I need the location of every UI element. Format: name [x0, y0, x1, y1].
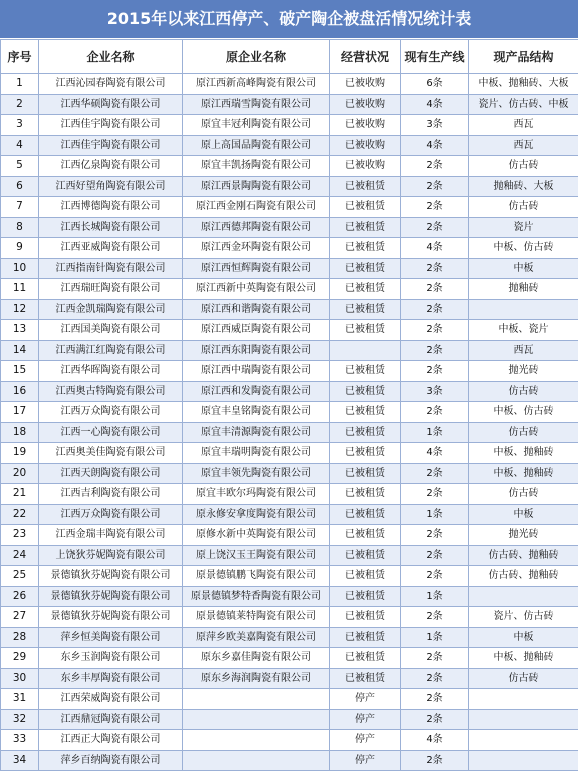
- cell-products: 西瓦: [469, 340, 578, 361]
- table-row: [1, 176, 578, 197]
- cell-products: 仿古砖: [469, 156, 578, 177]
- cell-former-company: 原上高国品陶瓷有限公司: [183, 135, 330, 156]
- cell-company: 江西万众陶瓷有限公司: [39, 402, 183, 423]
- cell-former-company: 原修水新中英陶瓷有限公司: [183, 525, 330, 546]
- cell-lines: 2条: [401, 668, 469, 689]
- cell-status: 已被租赁: [330, 463, 401, 484]
- table-row: [1, 422, 578, 443]
- cell-index: 28: [1, 627, 39, 648]
- table-row: [1, 361, 578, 382]
- cell-former-company: 原江西金刚石陶瓷有限公司: [183, 197, 330, 218]
- cell-company: 江西博德陶瓷有限公司: [39, 197, 183, 218]
- cell-former-company: 原宜丰清源陶瓷有限公司: [183, 422, 330, 443]
- table-row: [1, 402, 578, 423]
- cell-company: 江西长城陶瓷有限公司: [39, 217, 183, 238]
- cell-index: 18: [1, 422, 39, 443]
- cell-lines: 3条: [401, 381, 469, 402]
- cell-status: 停产: [330, 730, 401, 751]
- cell-former-company: 原江西威臣陶瓷有限公司: [183, 320, 330, 341]
- cell-company: 江西好望角陶瓷有限公司: [39, 176, 183, 197]
- cell-status: 已被租赁: [330, 197, 401, 218]
- cell-company: 江西万众陶瓷有限公司: [39, 504, 183, 525]
- table-row: [1, 115, 578, 136]
- cell-former-company: [183, 689, 330, 710]
- cell-company: 东乡丰厚陶瓷有限公司: [39, 668, 183, 689]
- col-header-index: 序号: [1, 40, 39, 74]
- cell-former-company: 原江西瑞雪陶瓷有限公司: [183, 94, 330, 115]
- cell-status: 已被租赁: [330, 504, 401, 525]
- table-row: [1, 750, 578, 771]
- cell-status: [330, 340, 401, 361]
- cell-former-company: 原景德镇莱特陶瓷有限公司: [183, 607, 330, 628]
- cell-index: 3: [1, 115, 39, 136]
- cell-index: 2: [1, 94, 39, 115]
- cell-index: 30: [1, 668, 39, 689]
- cell-index: 14: [1, 340, 39, 361]
- cell-index: 24: [1, 545, 39, 566]
- cell-status: 已被租赁: [330, 238, 401, 259]
- cell-index: 21: [1, 484, 39, 505]
- cell-index: 34: [1, 750, 39, 771]
- cell-former-company: 原江西东阳陶瓷有限公司: [183, 340, 330, 361]
- table-row: [1, 381, 578, 402]
- cell-products: [469, 689, 578, 710]
- table-row: [1, 463, 578, 484]
- cell-products: 抛光砖: [469, 525, 578, 546]
- table-body: [1, 74, 578, 771]
- cell-former-company: [183, 750, 330, 771]
- cell-former-company: 原宜丰欧尔玛陶瓷有限公司: [183, 484, 330, 505]
- cell-status: 已被租赁: [330, 422, 401, 443]
- cell-lines: 2条: [401, 750, 469, 771]
- cell-former-company: 原宜丰凯扬陶瓷有限公司: [183, 156, 330, 177]
- data-table: [0, 39, 578, 771]
- cell-status: 已被收购: [330, 135, 401, 156]
- cell-lines: 3条: [401, 115, 469, 136]
- cell-company: 东乡玉润陶瓷有限公司: [39, 648, 183, 669]
- cell-lines: 4条: [401, 730, 469, 751]
- cell-status: 已被租赁: [330, 258, 401, 279]
- cell-lines: 2条: [401, 361, 469, 382]
- cell-products: 仿古砖、抛釉砖: [469, 545, 578, 566]
- table-row: [1, 74, 578, 95]
- cell-company: 上饶狄芬妮陶瓷有限公司: [39, 545, 183, 566]
- cell-products: 抛光砖: [469, 361, 578, 382]
- cell-former-company: 原江西和发陶瓷有限公司: [183, 381, 330, 402]
- cell-products: 中板: [469, 504, 578, 525]
- cell-lines: 2条: [401, 648, 469, 669]
- cell-company: 江西佳宇陶瓷有限公司: [39, 115, 183, 136]
- cell-index: 15: [1, 361, 39, 382]
- cell-status: 已被收购: [330, 74, 401, 95]
- cell-former-company: 原宜丰冠利陶瓷有限公司: [183, 115, 330, 136]
- cell-index: 5: [1, 156, 39, 177]
- cell-former-company: [183, 709, 330, 730]
- cell-former-company: 原江西金环陶瓷有限公司: [183, 238, 330, 259]
- cell-lines: 2条: [401, 484, 469, 505]
- cell-status: 已被租赁: [330, 402, 401, 423]
- cell-company: 江西指南针陶瓷有限公司: [39, 258, 183, 279]
- cell-company: 江西华晖陶瓷有限公司: [39, 361, 183, 382]
- cell-status: 已被租赁: [330, 627, 401, 648]
- table-row: [1, 730, 578, 751]
- cell-company: 江西荣威陶瓷有限公司: [39, 689, 183, 710]
- table-row: [1, 135, 578, 156]
- cell-index: 31: [1, 689, 39, 710]
- cell-products: 抛釉砖、大板: [469, 176, 578, 197]
- cell-status: 停产: [330, 750, 401, 771]
- cell-index: 25: [1, 566, 39, 587]
- cell-index: 32: [1, 709, 39, 730]
- cell-index: 8: [1, 217, 39, 238]
- cell-products: 中板、抛釉砖: [469, 463, 578, 484]
- cell-products: 抛釉砖: [469, 279, 578, 300]
- cell-lines: 4条: [401, 135, 469, 156]
- cell-index: 4: [1, 135, 39, 156]
- cell-status: 已被租赁: [330, 320, 401, 341]
- cell-company: 景德镇狄芬妮陶瓷有限公司: [39, 566, 183, 587]
- cell-company: 江西瑞旺陶瓷有限公司: [39, 279, 183, 300]
- cell-company: 江西满江红陶瓷有限公司: [39, 340, 183, 361]
- cell-company: 景德镇狄芬妮陶瓷有限公司: [39, 586, 183, 607]
- cell-former-company: [183, 730, 330, 751]
- cell-company: 江西一心陶瓷有限公司: [39, 422, 183, 443]
- cell-status: 已被收购: [330, 115, 401, 136]
- cell-status: 停产: [330, 709, 401, 730]
- cell-status: 停产: [330, 689, 401, 710]
- cell-company: 江西天朗陶瓷有限公司: [39, 463, 183, 484]
- cell-index: 19: [1, 443, 39, 464]
- cell-products: [469, 709, 578, 730]
- cell-index: 16: [1, 381, 39, 402]
- cell-company: 江西国美陶瓷有限公司: [39, 320, 183, 341]
- table-row: [1, 299, 578, 320]
- cell-products: 中板、抛釉砖: [469, 648, 578, 669]
- cell-former-company: 原江西新高峰陶瓷有限公司: [183, 74, 330, 95]
- cell-products: [469, 750, 578, 771]
- cell-former-company: 原江西新中英陶瓷有限公司: [183, 279, 330, 300]
- cell-products: 仿古砖: [469, 381, 578, 402]
- cell-index: 26: [1, 586, 39, 607]
- cell-former-company: 原江西中瑞陶瓷有限公司: [183, 361, 330, 382]
- cell-status: 已被租赁: [330, 279, 401, 300]
- table-row: [1, 689, 578, 710]
- cell-products: 中板、仿古砖: [469, 238, 578, 259]
- cell-index: 9: [1, 238, 39, 259]
- table-row: [1, 504, 578, 525]
- cell-status: 已被租赁: [330, 586, 401, 607]
- cell-status: 已被租赁: [330, 545, 401, 566]
- cell-index: 1: [1, 74, 39, 95]
- cell-former-company: 原永修安拿度陶瓷有限公司: [183, 504, 330, 525]
- cell-products: 仿古砖、抛釉砖: [469, 566, 578, 587]
- table-row: [1, 238, 578, 259]
- cell-status: 已被租赁: [330, 607, 401, 628]
- cell-index: 27: [1, 607, 39, 628]
- table-row: [1, 709, 578, 730]
- cell-company: 江西亚威陶瓷有限公司: [39, 238, 183, 259]
- cell-products: 中板: [469, 627, 578, 648]
- cell-lines: 1条: [401, 627, 469, 648]
- cell-lines: 4条: [401, 443, 469, 464]
- cell-index: 13: [1, 320, 39, 341]
- cell-products: 瓷片、仿古砖: [469, 607, 578, 628]
- table-row: [1, 627, 578, 648]
- cell-products: [469, 586, 578, 607]
- cell-lines: 2条: [401, 217, 469, 238]
- cell-lines: 1条: [401, 504, 469, 525]
- cell-company: 江西奥古特陶瓷有限公司: [39, 381, 183, 402]
- cell-index: 7: [1, 197, 39, 218]
- cell-company: 江西佳宇陶瓷有限公司: [39, 135, 183, 156]
- cell-former-company: 原景德镇鹏飞陶瓷有限公司: [183, 566, 330, 587]
- header-row: [1, 40, 578, 74]
- table-row: [1, 607, 578, 628]
- cell-products: 中板、抛釉砖: [469, 443, 578, 464]
- cell-status: 已被收购: [330, 156, 401, 177]
- cell-company: 江西亿泉陶瓷有限公司: [39, 156, 183, 177]
- cell-lines: 1条: [401, 422, 469, 443]
- col-header-status: 经营状况: [330, 40, 401, 74]
- table-row: [1, 217, 578, 238]
- cell-lines: 2条: [401, 607, 469, 628]
- cell-index: 6: [1, 176, 39, 197]
- cell-products: [469, 299, 578, 320]
- cell-lines: 2条: [401, 279, 469, 300]
- cell-former-company: 原东乡海润陶瓷有限公司: [183, 668, 330, 689]
- cell-former-company: 原江西景陶陶瓷有限公司: [183, 176, 330, 197]
- table-row: [1, 586, 578, 607]
- cell-products: 仿古砖: [469, 668, 578, 689]
- table-row: [1, 648, 578, 669]
- cell-company: 萍乡恒美陶瓷有限公司: [39, 627, 183, 648]
- cell-lines: 4条: [401, 238, 469, 259]
- cell-products: 中板、仿古砖: [469, 402, 578, 423]
- cell-lines: 2条: [401, 402, 469, 423]
- table-row: [1, 197, 578, 218]
- table-row: [1, 320, 578, 341]
- cell-former-company: 原萍乡欧美嘉陶瓷有限公司: [183, 627, 330, 648]
- cell-former-company: 原江西德邦陶瓷有限公司: [183, 217, 330, 238]
- cell-products: [469, 730, 578, 751]
- cell-lines: 2条: [401, 156, 469, 177]
- cell-index: 10: [1, 258, 39, 279]
- cell-lines: 2条: [401, 525, 469, 546]
- cell-lines: 2条: [401, 320, 469, 341]
- cell-status: 已被租赁: [330, 648, 401, 669]
- cell-lines: 2条: [401, 176, 469, 197]
- cell-lines: 2条: [401, 258, 469, 279]
- col-header-company: 企业名称: [39, 40, 183, 74]
- cell-status: 已被租赁: [330, 668, 401, 689]
- cell-former-company: 原江西和谐陶瓷有限公司: [183, 299, 330, 320]
- cell-former-company: 原宜丰领先陶瓷有限公司: [183, 463, 330, 484]
- cell-lines: 2条: [401, 566, 469, 587]
- cell-former-company: 原宜丰皇铭陶瓷有限公司: [183, 402, 330, 423]
- cell-index: 17: [1, 402, 39, 423]
- table-row: [1, 545, 578, 566]
- cell-products: 西瓦: [469, 115, 578, 136]
- cell-index: 11: [1, 279, 39, 300]
- table-row: [1, 443, 578, 464]
- cell-company: 景德镇狄芬妮陶瓷有限公司: [39, 607, 183, 628]
- cell-lines: 2条: [401, 340, 469, 361]
- table-row: [1, 484, 578, 505]
- cell-products: 中板: [469, 258, 578, 279]
- cell-company: 萍乡百纳陶瓷有限公司: [39, 750, 183, 771]
- cell-status: 已被租赁: [330, 299, 401, 320]
- cell-status: 已被租赁: [330, 443, 401, 464]
- cell-company: 江西鼎冠陶瓷有限公司: [39, 709, 183, 730]
- cell-company: 江西正大陶瓷有限公司: [39, 730, 183, 751]
- cell-status: 已被租赁: [330, 361, 401, 382]
- cell-products: 瓷片、仿古砖、中板: [469, 94, 578, 115]
- cell-lines: 2条: [401, 299, 469, 320]
- cell-status: 已被租赁: [330, 176, 401, 197]
- col-header-former-company: 原企业名称: [183, 40, 330, 74]
- cell-former-company: 原江西恒辉陶瓷有限公司: [183, 258, 330, 279]
- cell-status: 已被收购: [330, 94, 401, 115]
- cell-products: 仿古砖: [469, 197, 578, 218]
- cell-lines: 6条: [401, 74, 469, 95]
- table-row: [1, 340, 578, 361]
- cell-products: 仿古砖: [469, 422, 578, 443]
- cell-company: 江西奥美佳陶瓷有限公司: [39, 443, 183, 464]
- cell-lines: 2条: [401, 545, 469, 566]
- table-row: [1, 668, 578, 689]
- cell-company: 江西吉利陶瓷有限公司: [39, 484, 183, 505]
- cell-index: 29: [1, 648, 39, 669]
- table-title: 2015年以来江西停产、破产陶企被盘活情况统计表: [0, 0, 578, 39]
- cell-index: 20: [1, 463, 39, 484]
- cell-lines: 2条: [401, 689, 469, 710]
- cell-lines: 2条: [401, 463, 469, 484]
- cell-lines: 2条: [401, 197, 469, 218]
- cell-status: 已被租赁: [330, 381, 401, 402]
- cell-company: 江西金瑞丰陶瓷有限公司: [39, 525, 183, 546]
- cell-company: 江西华硕陶瓷有限公司: [39, 94, 183, 115]
- cell-lines: 4条: [401, 94, 469, 115]
- cell-company: 江西金凯瑞陶瓷有限公司: [39, 299, 183, 320]
- table-row: [1, 156, 578, 177]
- cell-former-company: 原宜丰瑞明陶瓷有限公司: [183, 443, 330, 464]
- cell-products: 中板、抛釉砖、大板: [469, 74, 578, 95]
- cell-index: 12: [1, 299, 39, 320]
- cell-lines: 1条: [401, 586, 469, 607]
- table-row: [1, 525, 578, 546]
- table-row: [1, 258, 578, 279]
- cell-products: 西瓦: [469, 135, 578, 156]
- cell-lines: 2条: [401, 709, 469, 730]
- cell-index: 33: [1, 730, 39, 751]
- cell-status: 已被租赁: [330, 217, 401, 238]
- cell-status: 已被租赁: [330, 566, 401, 587]
- cell-status: 已被租赁: [330, 525, 401, 546]
- cell-former-company: 原上饶汉玉王陶瓷有限公司: [183, 545, 330, 566]
- cell-index: 22: [1, 504, 39, 525]
- cell-products: 仿古砖: [469, 484, 578, 505]
- cell-products: 中板、瓷片: [469, 320, 578, 341]
- table-row: [1, 279, 578, 300]
- cell-index: 23: [1, 525, 39, 546]
- cell-former-company: 原东乡嘉佳陶瓷有限公司: [183, 648, 330, 669]
- cell-company: 江西沁园春陶瓷有限公司: [39, 74, 183, 95]
- col-header-products: 现产品结构: [469, 40, 578, 74]
- cell-products: 瓷片: [469, 217, 578, 238]
- cell-status: 已被租赁: [330, 484, 401, 505]
- table-row: [1, 566, 578, 587]
- col-header-lines: 现有生产线: [401, 40, 469, 74]
- cell-former-company: 原景德镇梦特香陶瓷有限公司: [183, 586, 330, 607]
- table-row: [1, 94, 578, 115]
